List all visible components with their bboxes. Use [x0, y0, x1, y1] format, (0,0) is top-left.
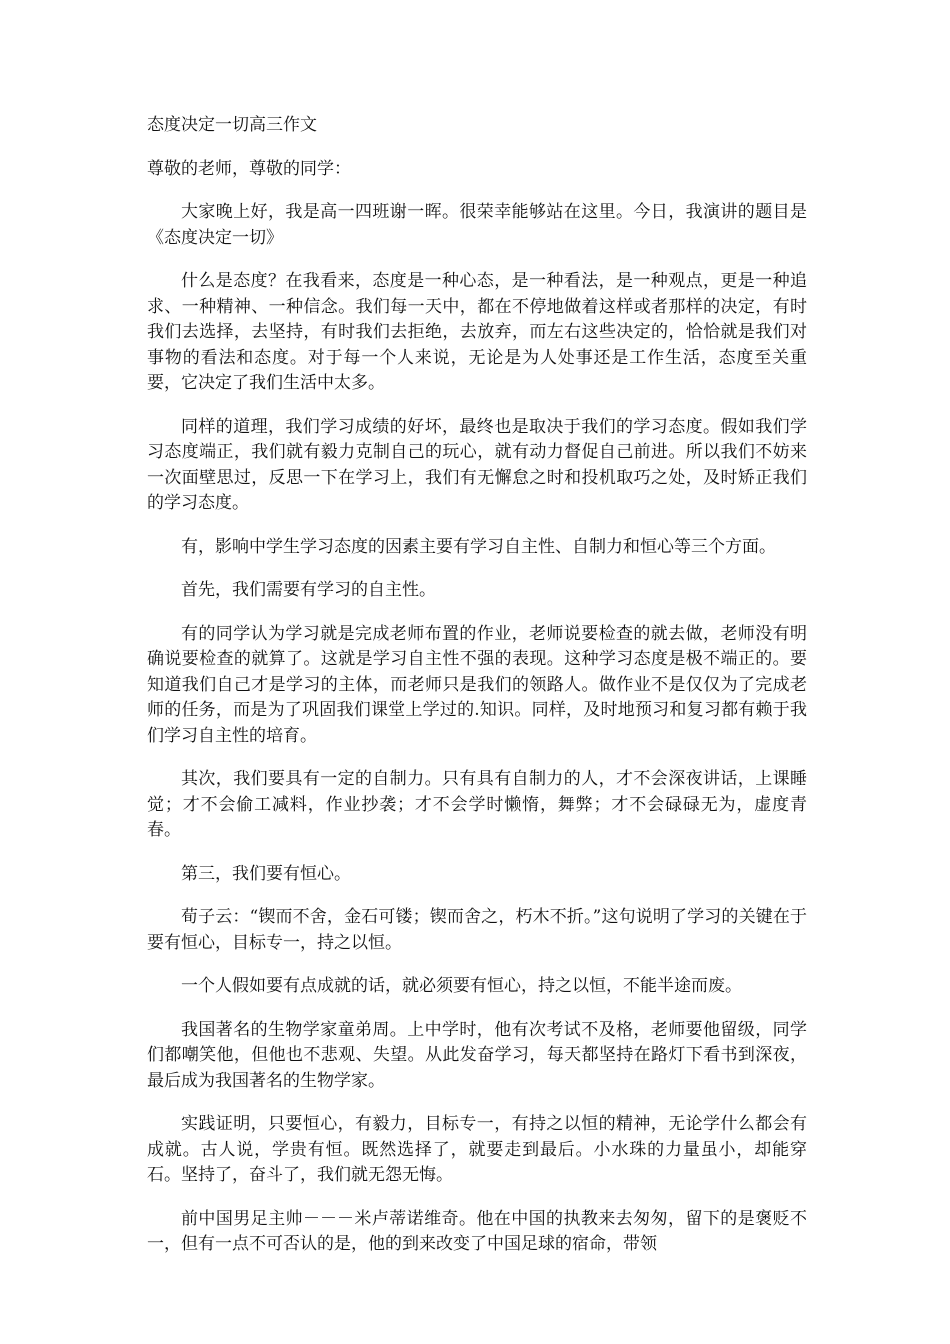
greeting: 尊敬的老师，尊敬的同学：	[147, 159, 351, 179]
paragraph: 其次，我们要具有一定的自制力。只有具有自制力的人，才不会深夜讲话，上课睡觉；才不会偷工减料，作业抄袭；才不会学时懒惰，舞弊；才不会碌碌无为，虚度青春。	[147, 769, 807, 840]
paragraph: 有，影响中学生学习态度的因素主要有学习自主性、自制力和恒心等三个方面。	[181, 536, 776, 557]
paragraph: 荀子云：“锲而不舍，金石可镂；锲而舍之，朽木不折。”这句说明了学习的关键在于要有恒心，目标专一，持之以恒。	[147, 907, 807, 953]
paragraph: 什么是态度？在我看来，态度是一种心态，是一种看法，是一种观点，更是一种追求、一种精神、一种信念。我们每一天中，都在不停地做着这样或者那样的决定，有时我们去选择，去坚持，有时我们去拒绝，去放弃，而左右这些决定的，恰恰就是我们对事物的看法和态度。对于每一个人来说，无论是为人处事还是工作生活，态度至关重要，它决定了我们生活中太多。	[147, 271, 807, 393]
paragraph: 第三，我们要有恒心。	[181, 863, 351, 884]
paragraph: 有的同学认为学习就是完成老师布置的作业，老师说要检查的就去做，老师没有明确说要检查的就算了。这就是学习自主性不强的表现。这种学习态度是极不端正的。要知道我们自己才是学习的主体，而老师只是我们的领路人。做作业不是仅仅为了完成老师的任务，而是为了巩固我们课堂上学过的.知识。同样，及时地预习和复习都有赖于我们学习自主性的培育。	[147, 623, 807, 746]
paragraph: 同样的道理，我们学习成绩的好坏，最终也是取决于我们的学习态度。假如我们学习态度端正，我们就有毅力克制自己的玩心，就有动力督促自己前进。所以我们不妨来一次面壁思过，反思一下在学习上，我们有无懈怠之时和投机取巧之处，及时矫正我们的学习态度。	[147, 416, 807, 513]
paragraph: 大家晚上好，我是高一四班谢一晖。很荣幸能够站在这里。今日，我演讲的题目是《态度决定一切》	[147, 202, 807, 248]
paragraph: 前中国男足主帅－－－米卢蒂诺维奇。他在中国的执教来去匆匆，留下的是褒贬不一，但有一点不可否认的是，他的到来改变了中国足球的宿命，带领	[147, 1208, 807, 1254]
document-page	[147, 112, 807, 1276]
paragraph: 首先，我们需要有学习的自主性。	[181, 580, 436, 600]
paragraph: 一个人假如要有点成就的话，就必须要有恒心，持之以恒，不能半途而废。	[181, 976, 742, 996]
document-title: 态度决定一切高三作文	[147, 115, 317, 135]
paragraph: 我国著名的生物学家童弟周。上中学时，他有次考试不及格，老师要他留级，同学们都嘲笑他，但他也不悲观、失望。从此发奋学习，每天都坚持在路灯下看书到深夜，最后成为我国著名的生物学家。	[147, 1019, 807, 1091]
paragraph: 实践证明，只要恒心，有毅力，目标专一，有持之以恒的精神，无论学什么都会有成就。古人说，学贵有恒。既然选择了，就要走到最后。小水珠的力量虽小，却能穿石。坚持了，奋斗了，我们就无怨无悔。	[147, 1114, 807, 1185]
